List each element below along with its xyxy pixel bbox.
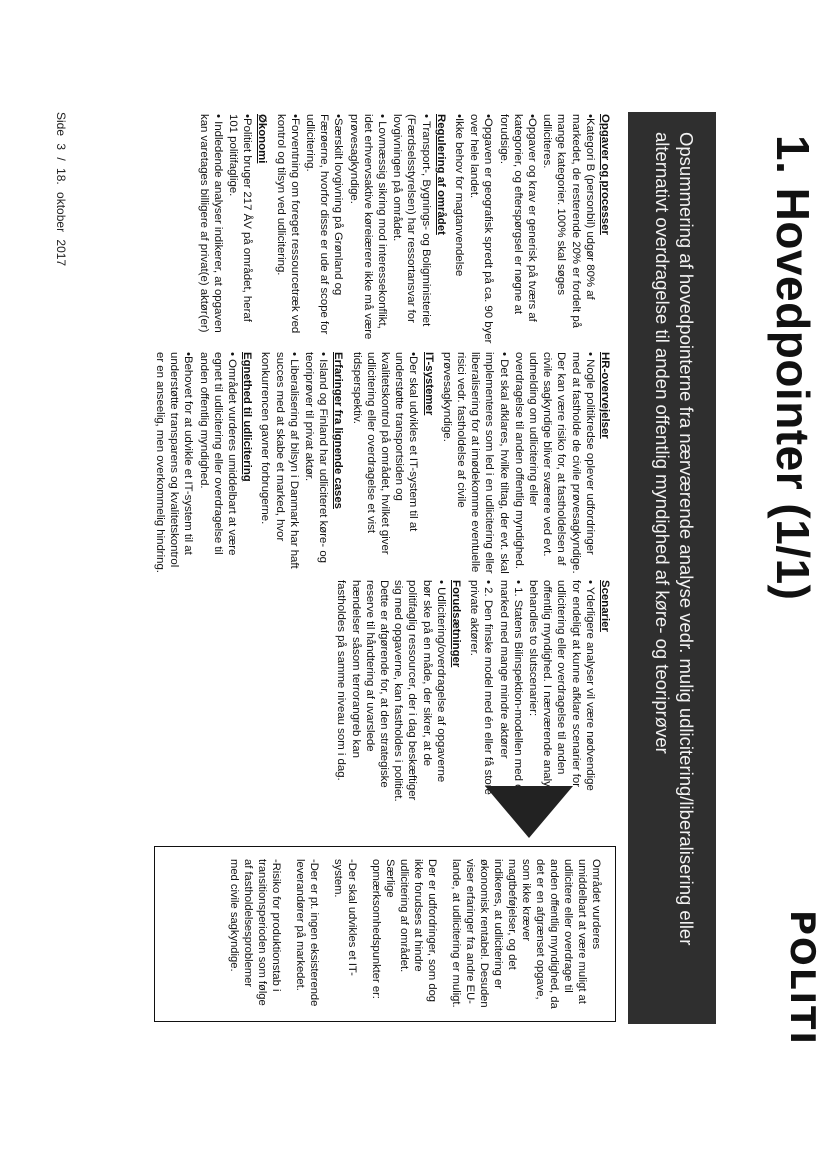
list-item: • 1. Statens Bilinspektion-modellen med et marked med mange mindre aktører: [497, 580, 524, 794]
list-item: •Kategori B (personbil) udgør 80% af markedet, de resterende 20% er fordelt på mange kategorier. 100% skal søges udliciteres.: [541, 114, 596, 329]
conclusion-paragraph: -Der er pt. ingen eksisterende leverandører på markedet.: [294, 859, 320, 1007]
section-opgaver: [452, 114, 612, 344]
column-left: [192, 114, 612, 344]
list-item: •Opgaver og krav er generisk på tværs af kategorier, og efterspørgsel er nøgne at forudsige.: [497, 114, 538, 322]
list-item: •Forventning om foreget ressourcetræk ved kontrol og tilsyn ved udlicitering.: [274, 114, 301, 334]
column-right: [330, 580, 612, 802]
conclusion-paragraph: -Risiko for produktionstab i transitionsperioden som følge af fastholdelsesproblemer med civile sagkyndige.: [228, 859, 282, 1006]
column-middle: [149, 352, 612, 574]
section-heading: Egnethed til udlicitering: [241, 352, 254, 482]
list-item: • Indledende analyser indikerer, at opgaven kan varetages billigere af privat(e) aktør(er): [197, 114, 224, 333]
section-heading: Økonomi: [256, 114, 269, 164]
list-item: • Det skal afklares, hvilke tiltag, der evt. skal implementeres som led i en udlicitering eller liberalisering for at imødekomme eventuelle risici vedr. fastholdelse af civile prøvesagkyndige.: [440, 352, 510, 574]
section-heading: Opgaver og processer: [599, 114, 611, 235]
conclusion-paragraph: Der er udfordringer, som dog ikke forudses at hindre udlicitering af området. Særlige opmærksomhedspunkter er:: [370, 859, 438, 1003]
section-heading: Forudsætninger: [449, 580, 462, 668]
list-item: • Nogle politikredse oplever udfordringer med at fastholde de civile prøvesagkyndige. Der kan være risiko for, at fastholdelsen af civile sagkyndige bliver sværere ved evt. udmelding om udlicitering eller overdragelse til anden offentlig myndighed.: [512, 352, 596, 574]
section-forudsaetninger: [334, 580, 463, 802]
list-item: •Der skal udvikles et IT-system til at understøtte transportsiden og kvalitetskontrol på området, hvilket giver udlicitering eller overdragelse et vist tidsperspektiv.: [350, 352, 420, 555]
list-item: •Særskilt lovgivning på Grønland og Færøerne, hvorfor disse er ude af scope for udlicitering.: [303, 114, 345, 335]
section-scenarier: [467, 580, 612, 802]
politi-logo: POLITI: [782, 910, 822, 1046]
section-heading: Erfaringer fra lignende cases: [332, 352, 345, 509]
list-item: • Liberalisering af bilsyn i Danmark har haft succes med at skabe et marked, hvor konkurrencen gavner forbrugerne.: [259, 352, 300, 569]
section-heading: HR-overvejelser: [599, 352, 611, 439]
section-hr: [440, 352, 612, 574]
section-heading: Regulering af området: [434, 114, 447, 235]
section-regulering: [273, 114, 447, 344]
conclusion-box: [154, 846, 616, 1022]
list-item: • Transport-, Bygnings- og Boligministeriet (Færdselsstyrelsen) har ressortansvar for lovgivningen på området.: [391, 114, 432, 327]
conclusion-paragraph: Området vurderes umiddelbart at være muligt at udlicitere eller overdrage til anden offentlig myndighed, da det er en afgrænset opgave, som ikke kræver magtbeføjelser, og det indikeres, at udlicitering er økonomisk rentabel. Desuden viser erfaringer fra andre EU-lande, at udlicitering er muligt.: [450, 859, 602, 1009]
list-item: •Ikke behov for magtanvendelse: [452, 114, 465, 277]
page-footer: Side 3 / 18. oktober 2017: [54, 112, 68, 267]
section-it: [349, 352, 435, 574]
arrow-right-icon: [485, 786, 573, 838]
list-item: •Behovet for at udvikle et IT-system til at understøtte transparens og kvalitetskontrol er en anseelig, men overkommelig hindring.: [153, 352, 195, 573]
section-erfaringer: [258, 352, 345, 574]
list-item: •Politiet bruger 217 ÅV på området, heraf 101 politifaglige.: [226, 114, 254, 322]
list-item: • Island og Finland har udliciteret køre- og teoriprøver til privat aktør.: [302, 352, 330, 564]
list-item: • Yderligere analyser vil være nødvendige for endeligt at kunne afklare scenarier for udlicitering eller overdragelse til anden offentlig myndighed. I nærværende analyse behandles to slutscenarier:: [526, 580, 596, 799]
list-item: • Udlicitering/overdragelse af opgaverne bør ske på en måde, der sikrer, at de politifaglig ressourcer, der i dag beskæftiger sig med opgaverne, kan fastholdes i politiet. Dette er afgørende for, at den strategiske reserve til håndtering af uvarslede hændelser såsom terrorangreb kan fastholdes på samme niveau som i dag.: [335, 580, 447, 802]
section-heading: Scenarier: [599, 580, 611, 632]
summary-banner: Opsummering af hovedpointerne fra nærværende analyse vedr. mulig udlicitering/liberalisering eller alternativt overdragelse til anden offentlig myndighed af køre- og teoriprøver: [628, 112, 716, 1024]
list-item: • Området vurderes umiddelbart at være egnet til udlicitering eller overdragelse til anden offentlig myndighed.: [197, 352, 238, 556]
list-item: • 2. Den finske model med én eller få store private aktører.: [468, 580, 495, 795]
conclusion-paragraph: -Der skal udvikles et IT-system.: [332, 859, 358, 976]
section-egnethed: [153, 352, 254, 574]
list-item: • Lovmæssig sikring mod interessekonflikt, idet erhvervsaktive køreiærere ikke må være prøvesagkyndige.: [347, 114, 388, 340]
section-okonomi: [196, 114, 269, 344]
list-item: •Opgaven er geografisk spredt på ca. 90 byer over hele landet.: [468, 114, 495, 344]
page-title: 1. Hovedpointer (1/1): [767, 135, 819, 601]
section-heading: IT-systemer: [422, 352, 435, 416]
